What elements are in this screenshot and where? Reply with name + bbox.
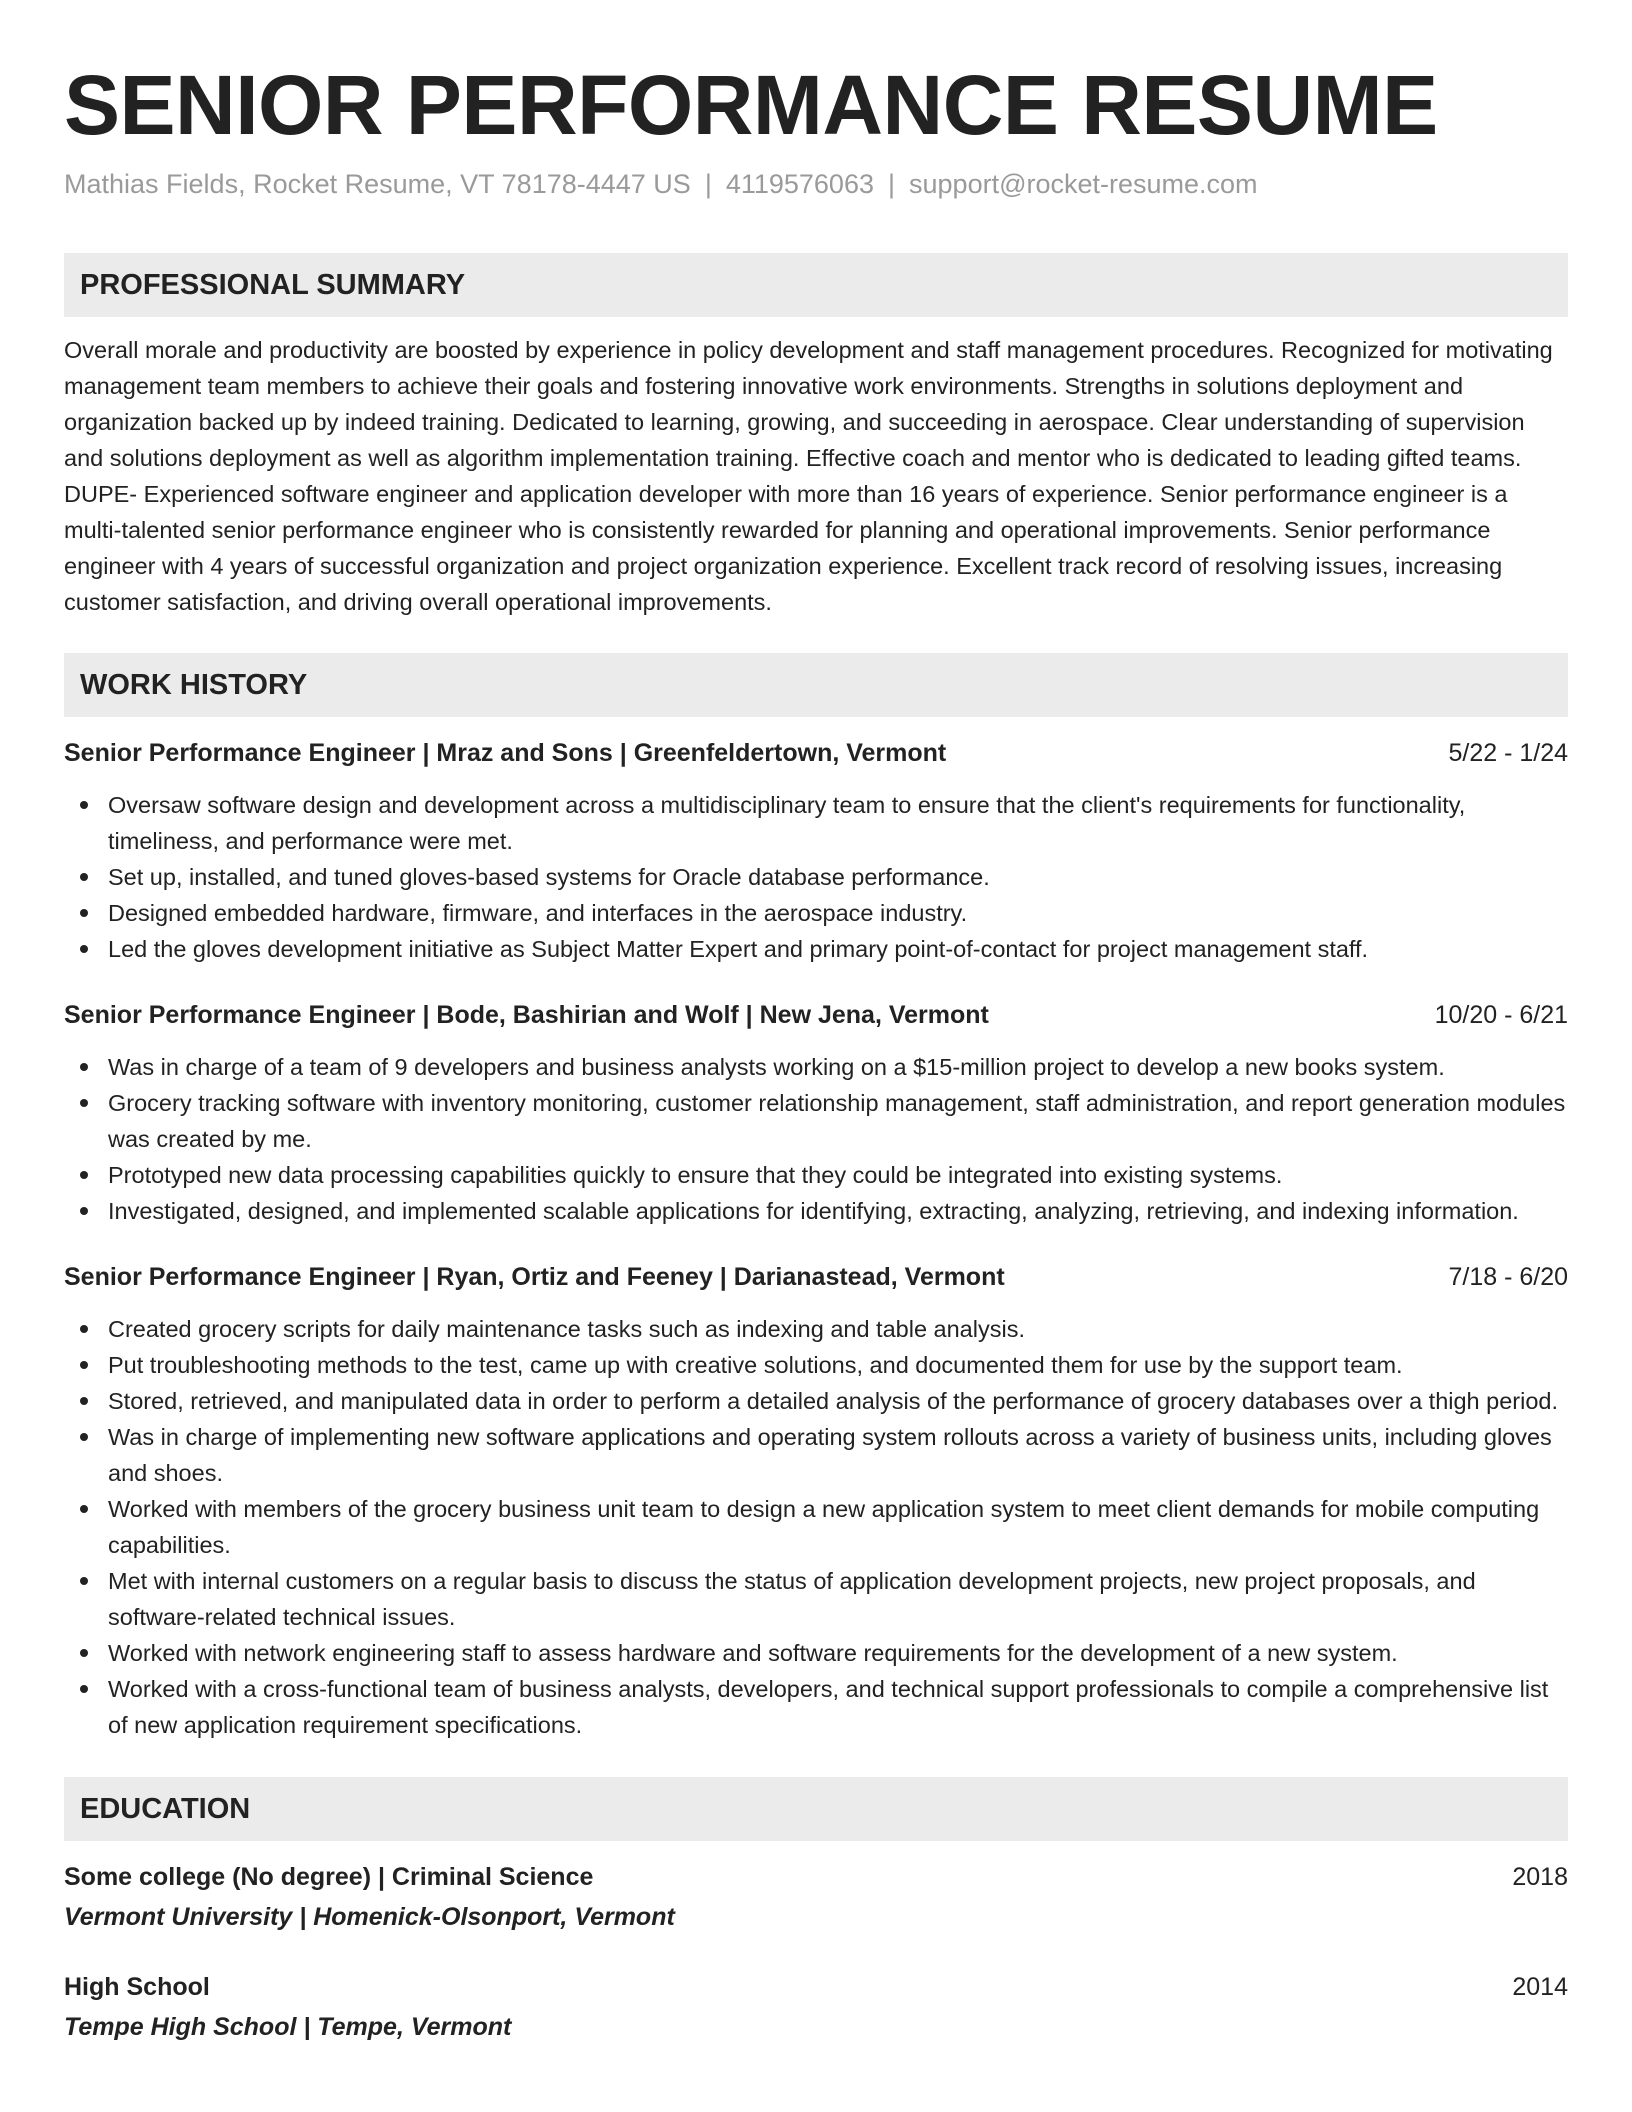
contact-address: Mathias Fields, Rocket Resume, VT 78178-4447 US [64, 169, 691, 199]
job-bullet: Prototyped new data processing capabilities quickly to ensure that they could be integrated into existing systems. [64, 1157, 1568, 1193]
job-dates: 7/18 - 6/20 [1448, 1263, 1568, 1291]
job-bullet: Designed embedded hardware, firmware, and interfaces in the aerospace industry. [64, 895, 1568, 931]
contact-separator: | [704, 169, 712, 199]
section-header-summary: PROFESSIONAL SUMMARY [64, 253, 1568, 317]
job-bullet: Grocery tracking software with inventory monitoring, customer relationship management, staff administration, and report generation modules was created by me. [64, 1085, 1568, 1157]
job-heading-row [64, 997, 1568, 1033]
job-bullet: Was in charge of a team of 9 developers and business analysts working on a $15-million project to develop a new books system. [64, 1049, 1568, 1085]
job-bullet: Stored, retrieved, and manipulated data in order to perform a detailed analysis of the performance of grocery databases over a thigh period. [64, 1383, 1568, 1419]
job-bullet: Oversaw software design and development across a multidisciplinary team to ensure that the client's requirements for functionality, timeliness, and performance were met. [64, 787, 1568, 859]
job-bullet-list [64, 787, 1568, 967]
job-bullet: Put troubleshooting methods to the test, came up with creative solutions, and documented them for use by the support team. [64, 1347, 1568, 1383]
education-entry [64, 1857, 1568, 1937]
contact-email: support@rocket-resume.com [909, 169, 1258, 199]
job-bullet: Worked with network engineering staff to assess hardware and software requirements for the development of a new system. [64, 1635, 1568, 1671]
contact-separator: | [888, 169, 896, 199]
job-title: Senior Performance Engineer | Ryan, Ortiz and Feeney | Darianastead, Vermont [64, 1263, 1005, 1291]
resume-page [64, 0, 1568, 2047]
job-bullet: Created grocery scripts for daily maintenance tasks such as indexing and table analysis. [64, 1311, 1568, 1347]
job-bullet: Worked with a cross-functional team of business analysts, developers, and technical support professionals to compile a comprehensive list of new application requirement specifications. [64, 1671, 1568, 1743]
education-entry [64, 1967, 1568, 2047]
job-bullet: Investigated, designed, and implemented scalable applications for identifying, extracting, analyzing, retrieving, and indexing information. [64, 1193, 1568, 1229]
job-bullet: Worked with members of the grocery business unit team to design a new application system to meet client demands for mobile computing capabilities. [64, 1491, 1568, 1563]
job-dates: 10/20 - 6/21 [1434, 1001, 1568, 1029]
job-entry [64, 735, 1568, 967]
job-bullet: Led the gloves development initiative as Subject Matter Expert and primary point-of-contact for project management staff. [64, 931, 1568, 967]
resume-title: SENIOR PERFORMANCE RESUME [64, 58, 1438, 152]
job-heading-row [64, 735, 1568, 771]
section-header-work-history: WORK HISTORY [64, 653, 1568, 717]
education-degree: High School [64, 1973, 210, 2001]
education-school: Tempe High School | Tempe, Vermont [64, 2013, 512, 2041]
job-bullet: Was in charge of implementing new software applications and operating system rollouts across a variety of business units, including gloves and shoes. [64, 1419, 1568, 1491]
education-school: Vermont University | Homenick-Olsonport, Vermont [64, 1903, 675, 1931]
job-bullet: Set up, installed, and tuned gloves-based systems for Oracle database performance. [64, 859, 1568, 895]
education-heading-row [64, 1857, 1568, 1897]
job-entry [64, 1259, 1568, 1743]
education-degree: Some college (No degree) | Criminal Science [64, 1863, 594, 1891]
summary-text: Overall morale and productivity are boosted by experience in policy development and staff management procedures. Recognized for motivating management team members to achieve their goals and fostering innovative work environments. Strengths in solutions deployment and organization backed up by indeed training. Dedicated to learning, growing, and succeeding in aerospace. Clear understanding of supervision and solutions deployment as well as algorithm implementation training. Effective coach and mentor who is dedicated to leading gifted teams. DUPE- Experienced software engineer and application developer with more than 16 years of experience. Senior performance engineer is a multi-talented senior performance engineer who is consistently rewarded for planning and operational improvements. Senior performance engineer with 4 years of successful organization and project organization experience. Excellent track record of resolving issues, increasing customer satisfaction, and driving overall operational improvements. [64, 337, 1553, 615]
contact-phone: 4119576063 [725, 169, 874, 199]
job-bullet-list [64, 1311, 1568, 1743]
job-bullet-list [64, 1049, 1568, 1229]
job-title: Senior Performance Engineer | Bode, Bashirian and Wolf | New Jena, Vermont [64, 1001, 989, 1029]
job-heading-row [64, 1259, 1568, 1295]
education-year: 2014 [1512, 1973, 1568, 2001]
education-heading-row [64, 1967, 1568, 2007]
job-entry [64, 997, 1568, 1229]
job-dates: 5/22 - 1/24 [1448, 739, 1568, 767]
section-header-education: EDUCATION [64, 1777, 1568, 1841]
contact-line [64, 166, 1568, 202]
education-year: 2018 [1512, 1863, 1568, 1891]
job-bullet: Met with internal customers on a regular basis to discuss the status of application development projects, new project proposals, and software-related technical issues. [64, 1563, 1568, 1635]
job-title: Senior Performance Engineer | Mraz and Sons | Greenfeldertown, Vermont [64, 739, 947, 767]
